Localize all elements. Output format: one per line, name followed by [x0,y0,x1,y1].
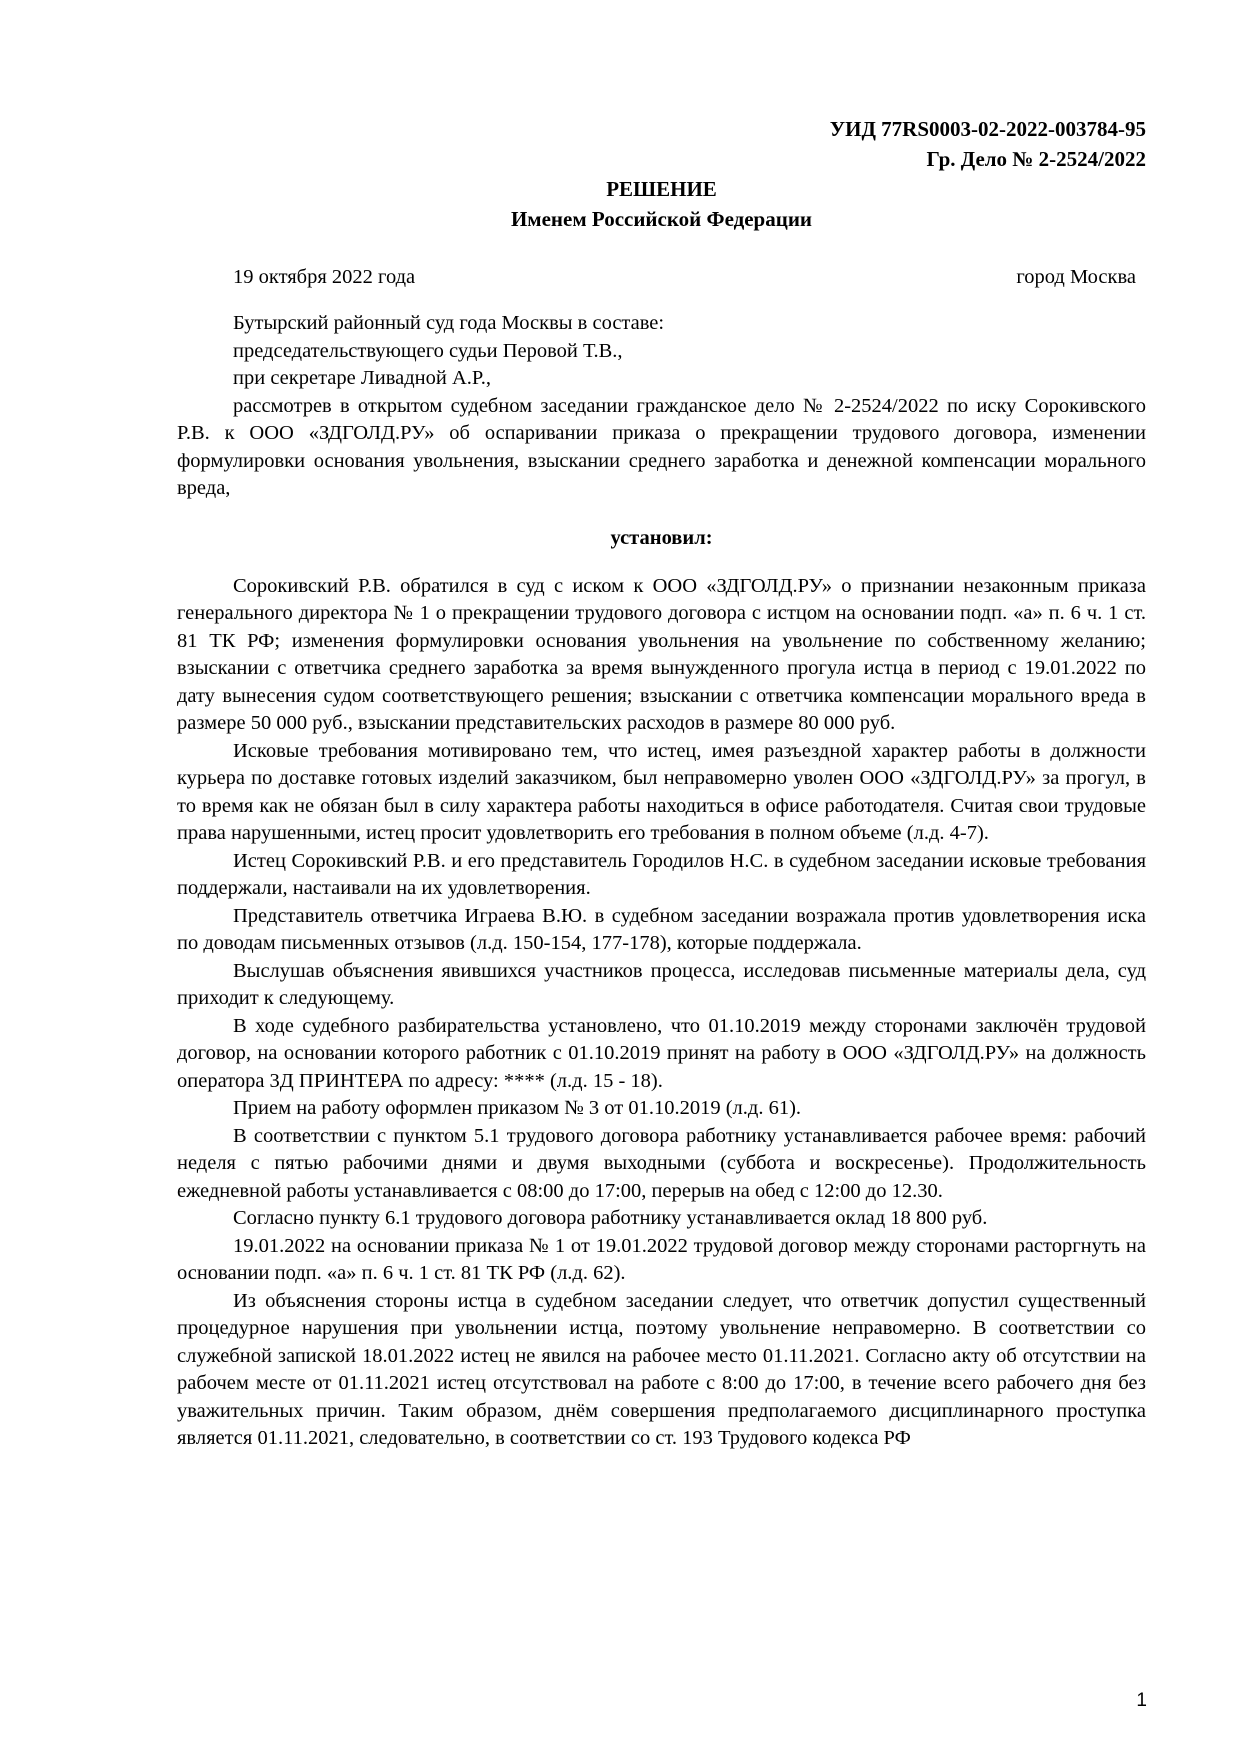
decision-date: 19 октября 2022 года [233,266,416,288]
document-subtitle: Именем Российской Федерации [510,207,813,231]
paragraph: В ходе судебного разбирательства установлено, что 01.10.2019 между сторонами заключён трудовой договор, на основании которого работник с 01.10.2019 принят на работу в ООО «ЗДГОЛД.РУ» на должность оператора 3Д ПРИНТЕРА по адресу: **** (л.д. 15 - 18). [177,1014,1146,1092]
paragraph: Сорокивский Р.В. обратился в суд с иском к ООО «ЗДГОЛД.РУ» о признании незаконным приказа генерального директора № 1 о прекращении трудового договора с истцом на основании подп. «а» п. 6 ч. 1 ст. 81 ТК РФ; изменения формулировки основания увольнения на увольнение по собственному желанию; взыскании с ответчика среднего заработка за время вынужденного прогула истца в период с 19.01.2022 по дату вынесения судом соответствующего решения; взыскании с ответчика компенсации морального вреда в размере 50 000 руб., взыскании представительских расходов в размере 80 000 руб. [177,574,1146,734]
case-number: Гр. Дело № 2-2524/2022 [926,147,1146,171]
court-line-4: рассмотрев в открытом судебном заседании гражданское дело № 2-2524/2022 по иску Сорокивского Р.В. к ООО «ЗДГОЛД.РУ» об оспаривании приказа о прекращении трудового договора, изменении формулировки основания увольнения, взыскании среднего заработка и денежной компенсации морального вреда, [177,394,1146,499]
paragraph: Выслушав объяснения явившихся участников процесса, исследовав письменные материалы дела, суд приходит к следующему. [177,959,1146,1009]
paragraph: Исковые требования мотивировано тем, что истец, имея разъездной характер работы в должности курьера по доставке готовых изделий заказчиком, был неправомерно уволен ООО «ЗДГОЛД.РУ» за прогул, в то время как не обязан был в силу характера работы находиться в офисе работодателя. Считая свои трудовые права нарушенными, истец просит удовлетворить его требования в полном объеме (л.д. 4-7). [177,739,1146,844]
paragraph: Из объяснения стороны истца в судебном заседании следует, что ответчик допустил существенный процедурное нарушения при увольнении истца, поэтому увольнение неправомерно. В соответствии со служебной запиской 18.01.2022 истец не явился на рабочее место 01.11.2021. Согласно акту об отсутствии на рабочем месте от 01.11.2021 истец отсутствовал на работе с 8:00 до 17:00, в течение всего рабочего дня без уважительных причин. Таким образом, днём совершения предполагаемого дисциплинарного проступка является 01.11.2021, следовательно, в соответствии со ст. 193 Трудового кодекса РФ [177,1289,1146,1449]
paragraph: Представитель ответчика Играева В.Ю. в судебном заседании возражала против удовлетворения иска по доводам письменных отзывов (л.д. 150-154, 177-178), которые поддержала. [177,904,1146,954]
date-line [177,262,1146,292]
paragraph: 19.01.2022 на основании приказа № 1 от 19.01.2022 трудовой договор между сторонами расторгнуть на основании подп. «а» п. 6 ч. 1 ст. 81 ТК РФ (л.д. 62). [177,1234,1146,1284]
document-body [177,114,1146,1453]
paragraph: Истец Сорокивский Р.В. и его представитель Городилов Н.С. в судебном заседании исковые требования поддержали, настаивали на их удовлетворения. [177,849,1146,899]
document-title: РЕШЕНИЕ [606,177,717,201]
page-number: 1 [1136,1690,1147,1711]
court-line-3: при секретаре Ливадной А.Р., [233,367,492,389]
section-heading: установил: [610,526,713,549]
decision-city: город Москва [1016,266,1136,288]
paragraph: Согласно пункту 6.1 трудового договора работнику устанавливается оклад 18 800 руб. [233,1207,988,1229]
paragraph: В соответствии с пунктом 5.1 трудового договора работнику устанавливается рабочее время: рабочий неделя с пятью рабочими днями и двумя выходными (суббота и воскресенье). Продолжительность ежедневной работы устанавливается с 08:00 до 17:00, перерыв на обед с 12:00 до 12.30. [177,1124,1146,1202]
case-uid: УИД 77RS0003-02-2022-003784-95 [829,117,1146,141]
paragraph: Прием на работу оформлен приказом № 3 от 01.10.2019 (л.д. 61). [233,1097,802,1119]
court-composition [177,310,1146,503]
court-line-1: Бутырский районный суд года Москвы в составе: [233,312,665,334]
decision-text [177,573,1146,1453]
court-line-2: председательствующего судьи Перовой Т.В., [233,339,623,362]
